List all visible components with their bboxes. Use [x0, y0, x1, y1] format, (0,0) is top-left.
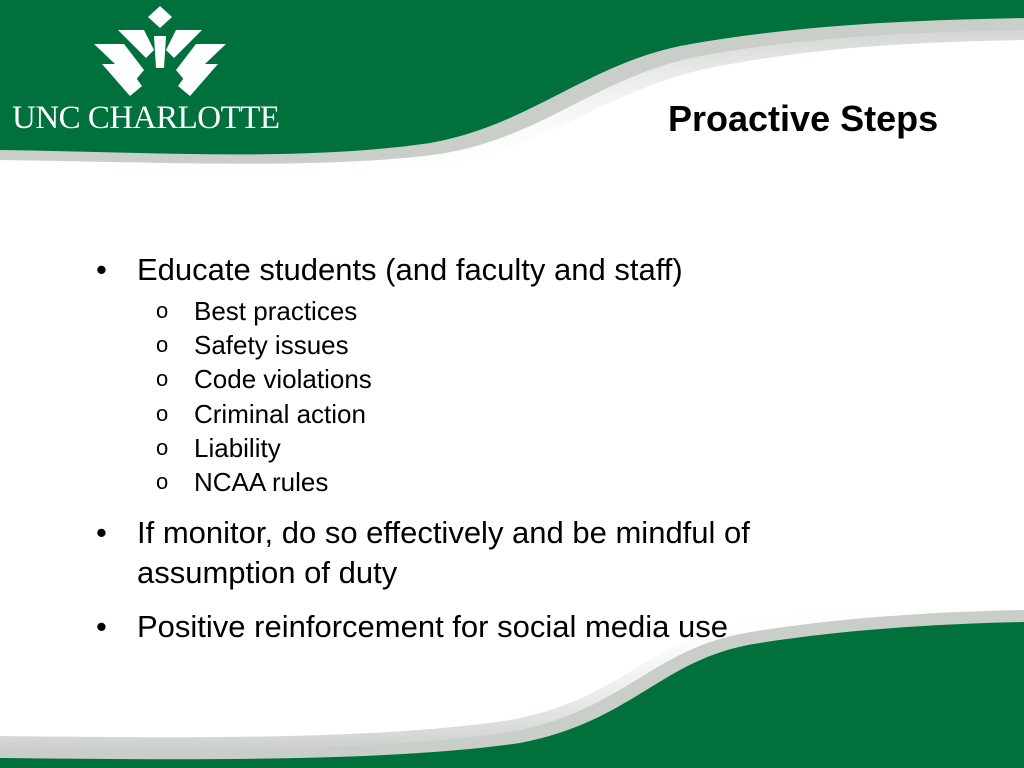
sub-bullet-text: Best practices [194, 296, 358, 326]
sub-bullet-marker: o [156, 400, 169, 426]
bullet-text: If monitor, do so effectively and be mindful of assumption of duty [137, 515, 750, 591]
sub-bullet-marker: o [156, 332, 169, 358]
bullet-marker: • [96, 515, 107, 551]
bullet-item [96, 250, 856, 499]
bullet-list [96, 250, 856, 647]
bullet-text: Educate students (and faculty and staff) [137, 252, 683, 287]
sub-bullet-item [137, 294, 856, 328]
bullet-text: Positive reinforcement for social media use [137, 609, 728, 645]
sub-bullet-marker: o [156, 298, 169, 323]
bullet-marker: • [96, 252, 107, 287]
bullet-marker: • [96, 609, 107, 645]
sub-bullet-list [137, 294, 856, 499]
slide-title: Proactive Steps [668, 98, 939, 139]
sub-bullet-text: Liability [194, 432, 281, 463]
logo-wordmark: UNC CHARLOTTE [12, 100, 280, 136]
sub-bullet-text: Safety issues [194, 330, 349, 361]
sub-bullet-text: Criminal action [194, 398, 366, 429]
sub-bullet-marker: o [156, 469, 169, 495]
sub-bullet-text: NCAA rules [194, 467, 329, 498]
unc-charlotte-logo [10, 6, 315, 140]
sub-bullet-item [137, 465, 856, 499]
sub-bullet-item [137, 431, 856, 465]
bullet-item [96, 513, 856, 593]
sub-bullet-item [137, 328, 856, 362]
sub-bullet-item [137, 397, 856, 431]
sub-bullet-text: Code violations [194, 364, 372, 395]
sub-bullet-marker: o [156, 366, 169, 392]
sub-bullet-marker: o [156, 434, 169, 460]
bullet-item [96, 607, 856, 647]
sub-bullet-item [137, 362, 856, 396]
unc-charlotte-crown-icon [88, 6, 248, 102]
